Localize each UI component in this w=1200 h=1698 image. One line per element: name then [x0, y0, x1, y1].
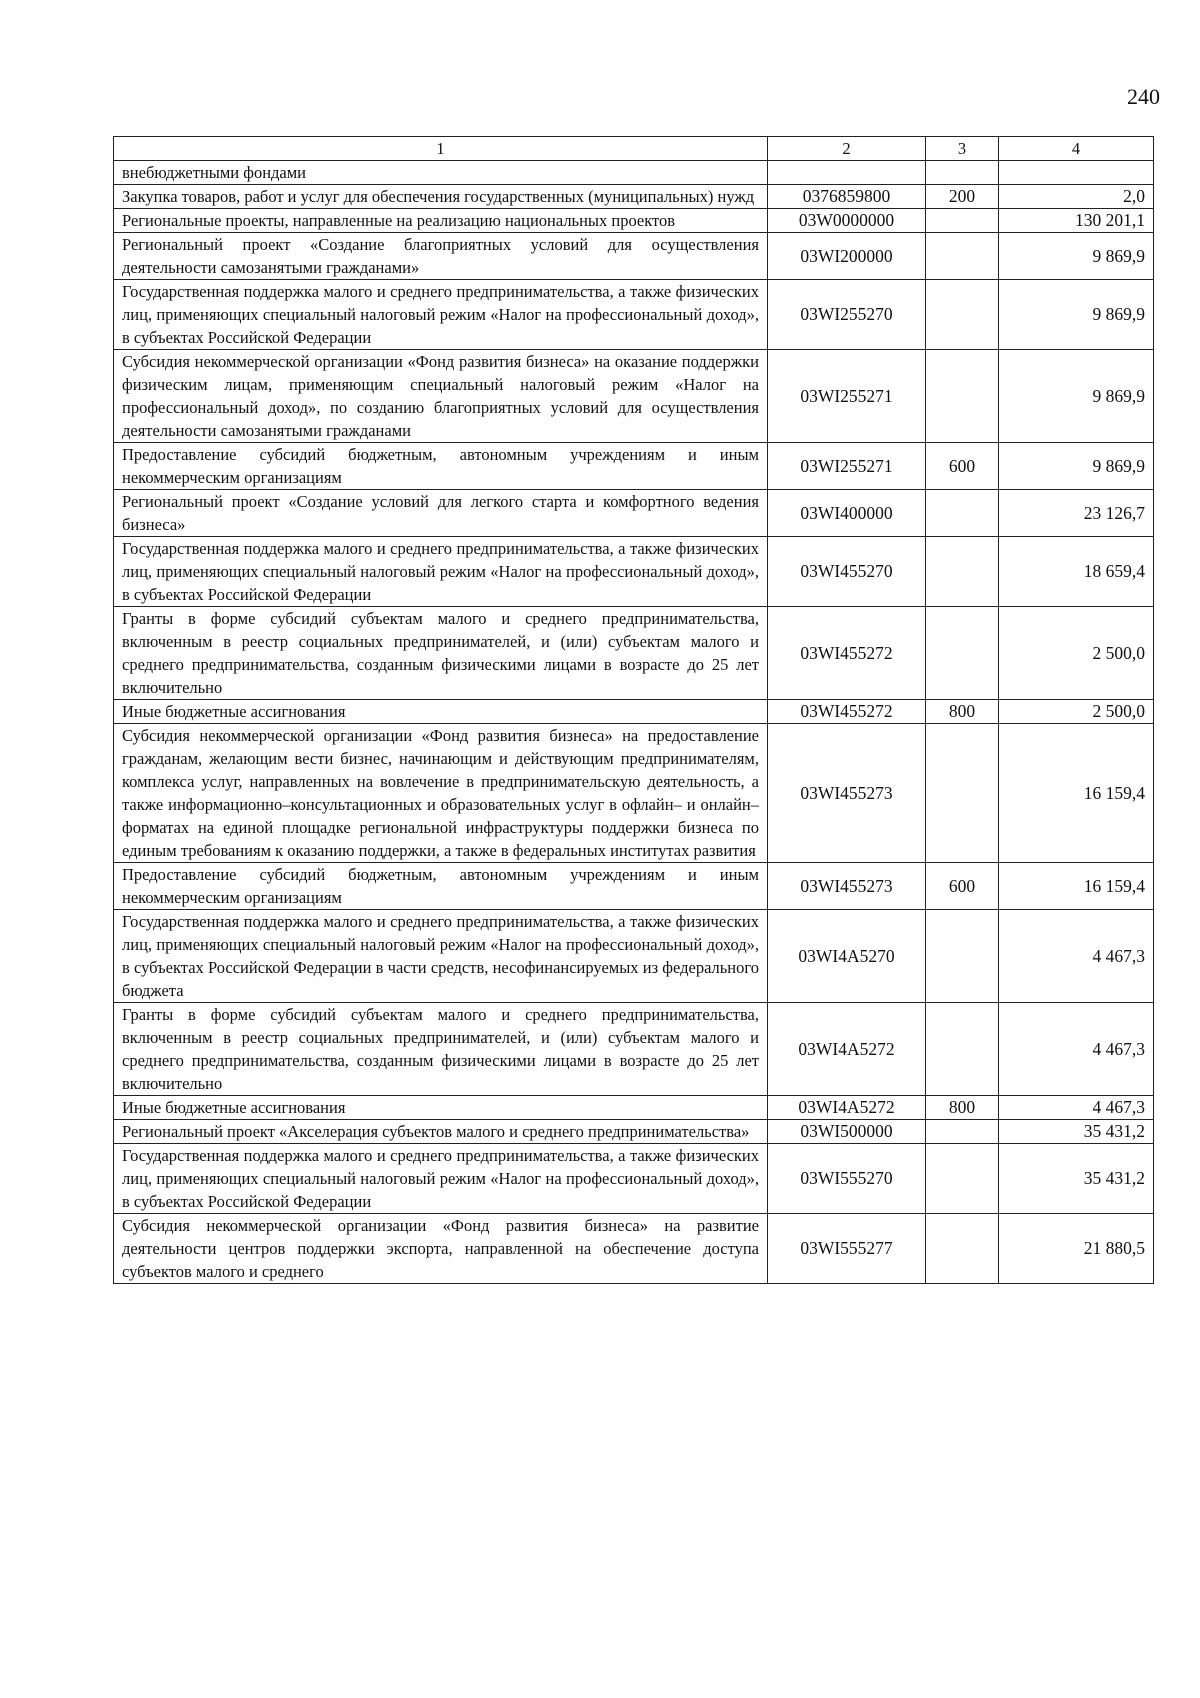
- row-type-cell: [926, 490, 999, 537]
- table-row: [114, 1144, 1154, 1214]
- row-code-cell: 03WI555270: [768, 1144, 926, 1214]
- row-name-cell: Субсидия некоммерческой организации «Фонд развития бизнеса» на оказание поддержки физическим лицам, применяющим специальный налоговый режим «Налог на профессиональный доход», по созданию благоприятных условий для осуществления деятельности самозанятыми гражданами: [114, 350, 768, 443]
- row-amount-cell: 35 431,2: [999, 1120, 1154, 1144]
- row-type-cell: [926, 724, 999, 863]
- row-name-cell: Региональный проект «Создание благоприятных условий для осуществления деятельности самозанятыми гражданами»: [114, 233, 768, 280]
- column-header-1: 1: [114, 137, 768, 161]
- row-code-cell: 03WI200000: [768, 233, 926, 280]
- table-row: [114, 863, 1154, 910]
- row-code-cell: 03WI455272: [768, 700, 926, 724]
- row-code-cell: 03WI455273: [768, 863, 926, 910]
- row-name-cell: Государственная поддержка малого и среднего предпринимательства, а также физических лиц, применяющих специальный налоговый режим «Налог на профессиональный доход», в субъектах Российской Федерации: [114, 537, 768, 607]
- row-name-cell: Государственная поддержка малого и среднего предпринимательства, а также физических лиц, применяющих специальный налоговый режим «Налог на профессиональный доход», в субъектах Российской Федерации в части средств, несофинансируемых из федерального бюджета: [114, 910, 768, 1003]
- table-row: [114, 910, 1154, 1003]
- row-type-cell: 800: [926, 700, 999, 724]
- table-body: [114, 161, 1154, 1284]
- table-row: [114, 280, 1154, 350]
- row-amount-cell: 130 201,1: [999, 209, 1154, 233]
- row-amount-cell: 4 467,3: [999, 910, 1154, 1003]
- row-code-cell: 03WI4A5272: [768, 1003, 926, 1096]
- row-type-cell: [926, 161, 999, 185]
- row-name-cell: Государственная поддержка малого и среднего предпринимательства, а также физических лиц, применяющих специальный налоговый режим «Налог на профессиональный доход», в субъектах Российской Федерации: [114, 1144, 768, 1214]
- row-type-cell: [926, 910, 999, 1003]
- row-name-cell: Закупка товаров, работ и услуг для обеспечения государственных (муниципальных) нужд: [114, 185, 768, 209]
- row-code-cell: 03WI555277: [768, 1214, 926, 1284]
- row-code-cell: 03WI255271: [768, 350, 926, 443]
- row-name-cell: Гранты в форме субсидий субъектам малого и среднего предпринимательства, включенным в реестр социальных предпринимателей, и (или) субъектам малого и среднего предпринимательства, созданным физическими лицами в возрасте до 25 лет включительно: [114, 1003, 768, 1096]
- row-type-cell: [926, 1214, 999, 1284]
- row-code-cell: 03WI255270: [768, 280, 926, 350]
- table-row: [114, 1120, 1154, 1144]
- row-code-cell: 03WI255271: [768, 443, 926, 490]
- row-name-cell: Предоставление субсидий бюджетным, автономным учреждениям и иным некоммерческим организациям: [114, 443, 768, 490]
- budget-table: [113, 136, 1154, 1284]
- row-name-cell: Региональный проект «Акселерация субъектов малого и среднего предпринимательства»: [114, 1120, 768, 1144]
- row-name-cell: внебюджетными фондами: [114, 161, 768, 185]
- row-amount-cell: [999, 161, 1154, 185]
- row-amount-cell: 16 159,4: [999, 724, 1154, 863]
- row-amount-cell: 21 880,5: [999, 1214, 1154, 1284]
- row-name-cell: Предоставление субсидий бюджетным, автономным учреждениям и иным некоммерческим организациям: [114, 863, 768, 910]
- row-name-cell: Иные бюджетные ассигнования: [114, 700, 768, 724]
- row-code-cell: 03WI500000: [768, 1120, 926, 1144]
- row-code-cell: 0376859800: [768, 185, 926, 209]
- table-row: [114, 233, 1154, 280]
- column-header-2: 2: [768, 137, 926, 161]
- row-code-cell: 03W0000000: [768, 209, 926, 233]
- row-type-cell: 200: [926, 185, 999, 209]
- row-code-cell: 03WI4A5270: [768, 910, 926, 1003]
- row-type-cell: [926, 1120, 999, 1144]
- row-amount-cell: 18 659,4: [999, 537, 1154, 607]
- row-amount-cell: 35 431,2: [999, 1144, 1154, 1214]
- table-row: [114, 1214, 1154, 1284]
- table-row: [114, 1003, 1154, 1096]
- row-amount-cell: 2,0: [999, 185, 1154, 209]
- row-amount-cell: 4 467,3: [999, 1096, 1154, 1120]
- row-name-cell: Субсидия некоммерческой организации «Фонд развития бизнеса» на развитие деятельности центров поддержки экспорта, направленной на обеспечение доступа субъектов малого и среднего: [114, 1214, 768, 1284]
- table-row: [114, 607, 1154, 700]
- row-type-cell: 600: [926, 863, 999, 910]
- column-header-4: 4: [999, 137, 1154, 161]
- table-row: [114, 350, 1154, 443]
- table-row: [114, 185, 1154, 209]
- row-amount-cell: 16 159,4: [999, 863, 1154, 910]
- row-amount-cell: 9 869,9: [999, 443, 1154, 490]
- table-row: [114, 1096, 1154, 1120]
- row-type-cell: [926, 280, 999, 350]
- row-amount-cell: 9 869,9: [999, 233, 1154, 280]
- table-row: [114, 443, 1154, 490]
- row-type-cell: [926, 1003, 999, 1096]
- row-name-cell: Региональные проекты, направленные на реализацию национальных проектов: [114, 209, 768, 233]
- row-code-cell: 03WI455273: [768, 724, 926, 863]
- row-code-cell: 03WI455270: [768, 537, 926, 607]
- column-header-3: 3: [926, 137, 999, 161]
- row-type-cell: [926, 607, 999, 700]
- table-row: [114, 161, 1154, 185]
- row-amount-cell: 4 467,3: [999, 1003, 1154, 1096]
- row-type-cell: [926, 209, 999, 233]
- row-amount-cell: 9 869,9: [999, 280, 1154, 350]
- row-amount-cell: 9 869,9: [999, 350, 1154, 443]
- row-amount-cell: 2 500,0: [999, 700, 1154, 724]
- row-type-cell: [926, 537, 999, 607]
- row-type-cell: 600: [926, 443, 999, 490]
- row-code-cell: 03WI400000: [768, 490, 926, 537]
- row-type-cell: [926, 350, 999, 443]
- table-row: [114, 700, 1154, 724]
- row-name-cell: Иные бюджетные ассигнования: [114, 1096, 768, 1120]
- table-row: [114, 537, 1154, 607]
- table-row: [114, 209, 1154, 233]
- row-code-cell: 03WI455272: [768, 607, 926, 700]
- row-code-cell: [768, 161, 926, 185]
- row-name-cell: Региональный проект «Создание условий для легкого старта и комфортного ведения бизнеса»: [114, 490, 768, 537]
- row-amount-cell: 23 126,7: [999, 490, 1154, 537]
- row-type-cell: [926, 233, 999, 280]
- row-amount-cell: 2 500,0: [999, 607, 1154, 700]
- row-name-cell: Гранты в форме субсидий субъектам малого и среднего предпринимательства, включенным в реестр социальных предпринимателей, и (или) субъектам малого и среднего предпринимательства, созданным физическими лицами в возрасте до 25 лет включительно: [114, 607, 768, 700]
- row-type-cell: 800: [926, 1096, 999, 1120]
- table-row: [114, 490, 1154, 537]
- table-row: [114, 724, 1154, 863]
- row-type-cell: [926, 1144, 999, 1214]
- row-name-cell: Субсидия некоммерческой организации «Фонд развития бизнеса» на предоставление гражданам, желающим вести бизнес, начинающим и действующим предпринимателям, комплекса услуг, направленных на вовлечение в предпринимательскую деятельность, а также информационно–консультационных и образовательных услуг в офлайн– и онлайн–форматах на единой площадке региональной инфраструктуры поддержки бизнеса по единым требованиям к оказанию поддержки, а также в федеральных институтах развития: [114, 724, 768, 863]
- row-code-cell: 03WI4A5272: [768, 1096, 926, 1120]
- row-name-cell: Государственная поддержка малого и среднего предпринимательства, а также физических лиц, применяющих специальный налоговый режим «Налог на профессиональный доход», в субъектах Российской Федерации: [114, 280, 768, 350]
- table-header-row: [114, 137, 1154, 161]
- page-number: 240: [1127, 84, 1160, 109]
